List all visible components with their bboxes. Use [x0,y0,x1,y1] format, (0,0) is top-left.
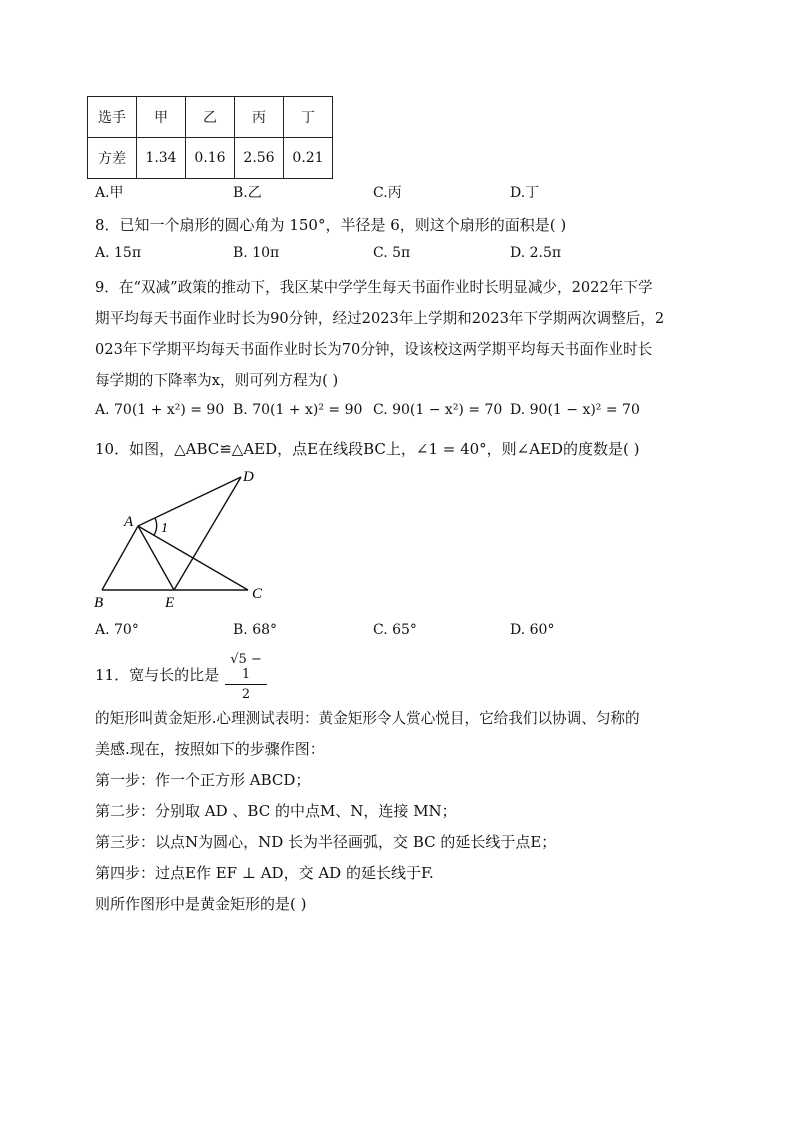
golden-ratio-fraction [225,652,267,702]
label-d: D [243,469,254,485]
q9-line-3: 023年下学期平均每天书面作业时长为70分钟，设该校这两学期平均每天书面作业时长 [95,341,653,358]
q11-step-3: 第三步：以点N为圆心，ND 长为半径画弧，交 BC 的延长线于点E； [95,833,557,851]
q8-option-b: B. 10π [233,245,280,261]
table-cell: 甲 [137,97,186,138]
q9-line-2: 期平均每天书面作业时长为90分钟，经过2023年上学期和2023年下学期两次调整后，2 [95,310,665,327]
angle-label-1: 1 [161,521,168,536]
q9-option-a: A. 70(1 + x²) = 90 [95,402,225,418]
q11-line-2: 美感.现在，按照如下的步骤作图： [95,740,325,758]
q10-option-d: D. 60° [510,622,555,638]
segment-ad [138,477,241,526]
segment-ae [138,526,174,590]
label-b: B [94,595,104,611]
table-row [88,138,333,179]
variance-table [87,96,333,179]
label-a: A [124,514,134,530]
q7-option-a: A.甲 [95,185,124,201]
triangle-figure [90,464,280,614]
q11-step-1: 第一步：作一个正方形 ABCD； [95,771,311,789]
table-cell: 0.21 [284,138,333,179]
q7-option-b: B.乙 [233,185,262,201]
q9-line-1: 9．在“双减”政策的推动下，我区某中学学生每天书面作业时长明显减少，2022年下学 [95,279,653,296]
label-e: E [165,595,175,611]
fraction-numerator: √5 − 1 [225,652,267,685]
q9-line-4: 每学期的下降率为x，则可列方程为( ) [95,372,339,389]
q11-line-1: 的矩形叫黄金矩形.心理测试表明：黄金矩形令人赏心悦目，它给我们以协调、匀称的 [95,710,640,727]
segment-ed [174,477,241,590]
q11-question: 则所作图形中是黄金矩形的是( ) [95,895,307,913]
table-cell: 0.16 [186,138,235,179]
q9-option-c: C. 90(1 − x²) = 70 [373,402,503,418]
label-c: C [252,586,263,602]
q10-option-b: B. 68° [233,622,278,638]
q8-option-c: C. 5π [373,245,411,261]
table-cell: 方差 [88,138,137,179]
q8-option-d: D. 2.5π [510,245,562,261]
table-cell: 选手 [88,97,137,138]
table-cell: 1.34 [137,138,186,179]
q8-option-a: A. 15π [95,245,142,261]
q11-step-4: 第四步：过点E作 EF ⊥ AD，交 AD 的延长线于F. [95,864,434,882]
angle-arc [154,518,157,535]
table-cell: 2.56 [235,138,284,179]
q7-option-c: C.丙 [373,185,402,201]
q10-text: 10．如图，△ABC≌△AED，点E在线段BC上，∠1 = 40°，则∠AED的度数是( ) [95,440,640,458]
segment-ab [102,526,138,590]
q7-option-d: D.丁 [510,185,540,201]
q8-text: 8．已知一个扇形的圆心角为 150°，半径是 6，则这个扇形的面积是( ) [95,216,567,234]
q10-option-a: A. 70° [95,622,139,638]
q10-option-c: C. 65° [373,622,417,638]
fraction-denominator: 2 [241,687,251,702]
table-cell: 丁 [284,97,333,138]
table-cell: 丙 [235,97,284,138]
q11-step-2: 第二步：分别取 AD 、BC 的中点M、N，连接 MN； [95,802,457,820]
table-cell: 乙 [186,97,235,138]
q9-option-b: B. 70(1 + x)² = 90 [233,402,363,418]
q11-lead: 11．宽与长的比是 [95,666,220,684]
q9-option-d: D. 90(1 − x)² = 70 [510,402,640,418]
table-row [88,97,333,138]
